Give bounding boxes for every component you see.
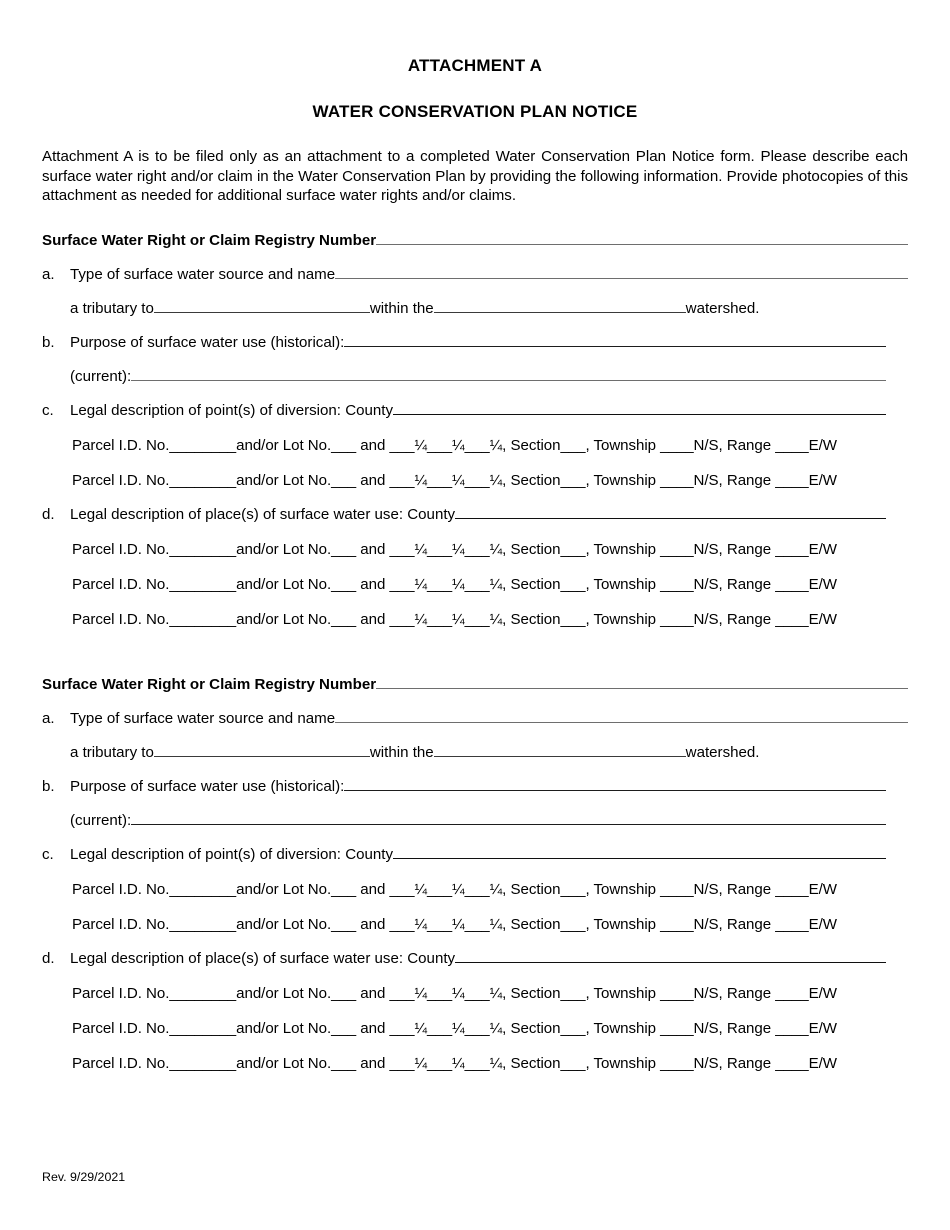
place-of-use-county-input[interactable] bbox=[455, 962, 886, 963]
purpose-historical-input[interactable] bbox=[344, 346, 886, 347]
source-and-name-input[interactable] bbox=[335, 722, 908, 723]
registry-number-label: Surface Water Right or Claim Registry Number bbox=[42, 231, 377, 249]
purpose-historical-input[interactable] bbox=[344, 790, 886, 791]
item-d-2 bbox=[42, 950, 908, 967]
registry-number-input[interactable] bbox=[376, 244, 908, 245]
diversion-county-input[interactable] bbox=[393, 858, 886, 859]
parcel-line[interactable]: Parcel I.D. No.________and/or Lot No.___ and ___¼___¼___¼, Section___, Township ____N/S, Range ____E/W bbox=[72, 1054, 837, 1072]
diversion-county-input[interactable] bbox=[393, 414, 886, 415]
tributary-row-1 bbox=[70, 300, 908, 317]
purpose-current-label: (current): bbox=[70, 811, 132, 829]
tributary-to-label: a tributary to bbox=[70, 299, 154, 317]
within-the-label: within the bbox=[369, 299, 434, 317]
source-and-name-label: Type of surface water source and name bbox=[70, 265, 336, 283]
parcel-line[interactable]: Parcel I.D. No.________and/or Lot No.___ and ___¼___¼___¼, Section___, Township ____N/S, Range ____E/W bbox=[72, 540, 837, 558]
tributary-row-2 bbox=[70, 744, 908, 761]
item-c-2 bbox=[42, 846, 908, 863]
tributary-to-input[interactable] bbox=[154, 312, 370, 313]
parcel-line[interactable]: Parcel I.D. No.________and/or Lot No.___ and ___¼___¼___¼, Section___, Township ____N/S, Range ____E/W bbox=[72, 436, 837, 454]
registry-number-row-1 bbox=[42, 232, 908, 249]
place-of-use-county-label: Legal description of place(s) of surface water use: County bbox=[70, 949, 456, 967]
tributary-to-input[interactable] bbox=[154, 756, 370, 757]
watershed-input[interactable] bbox=[434, 312, 686, 313]
purpose-historical-label: Purpose of surface water use (historical): bbox=[70, 777, 345, 795]
parcel-line[interactable]: Parcel I.D. No.________and/or Lot No.___ and ___¼___¼___¼, Section___, Township ____N/S, Range ____E/W bbox=[72, 471, 837, 489]
water-right-block-1 bbox=[42, 232, 908, 628]
revision-footer: Rev. 9/29/2021 bbox=[42, 1170, 126, 1184]
parcel-line[interactable]: Parcel I.D. No.________and/or Lot No.___ and ___¼___¼___¼, Section___, Township ____N/S, Range ____E/W bbox=[72, 880, 837, 898]
item-c-1 bbox=[42, 402, 908, 419]
source-and-name-label: Type of surface water source and name bbox=[70, 709, 336, 727]
document-content bbox=[42, 0, 908, 1072]
item-marker-c: c. bbox=[42, 401, 54, 419]
item-b-2 bbox=[42, 778, 908, 795]
item-marker-a: a. bbox=[42, 265, 55, 283]
parcel-line[interactable]: Parcel I.D. No.________and/or Lot No.___ and ___¼___¼___¼, Section___, Township ____N/S, Range ____E/W bbox=[72, 610, 837, 628]
item-d-1 bbox=[42, 506, 908, 523]
item-marker-b: b. bbox=[42, 777, 55, 795]
registry-number-input[interactable] bbox=[376, 688, 908, 689]
diversion-county-label: Legal description of point(s) of diversion: County bbox=[70, 401, 394, 419]
purpose-current-label: (current): bbox=[70, 367, 132, 385]
page-title: ATTACHMENT A bbox=[407, 56, 543, 75]
purpose-current-row-1 bbox=[70, 368, 908, 385]
purpose-current-input[interactable] bbox=[131, 380, 886, 381]
place-of-use-county-input[interactable] bbox=[455, 518, 886, 519]
item-a-2 bbox=[42, 710, 908, 727]
parcel-line[interactable]: Parcel I.D. No.________and/or Lot No.___ and ___¼___¼___¼, Section___, Township ____N/S, Range ____E/W bbox=[72, 1019, 837, 1037]
purpose-current-input[interactable] bbox=[131, 824, 886, 825]
place-of-use-county-label: Legal description of place(s) of surface water use: County bbox=[70, 505, 456, 523]
diversion-county-label: Legal description of point(s) of diversion: County bbox=[70, 845, 394, 863]
item-a-1 bbox=[42, 266, 908, 283]
item-marker-d: d. bbox=[42, 505, 55, 523]
parcel-line[interactable]: Parcel I.D. No.________and/or Lot No.___ and ___¼___¼___¼, Section___, Township ____N/S, Range ____E/W bbox=[72, 575, 837, 593]
watershed-label: watershed. bbox=[685, 743, 760, 761]
parcel-line[interactable]: Parcel I.D. No.________and/or Lot No.___ and ___¼___¼___¼, Section___, Township ____N/S, Range ____E/W bbox=[72, 915, 837, 933]
purpose-current-row-2 bbox=[70, 812, 908, 829]
purpose-historical-label: Purpose of surface water use (historical): bbox=[70, 333, 345, 351]
item-b-1 bbox=[42, 334, 908, 351]
watershed-label: watershed. bbox=[685, 299, 760, 317]
water-right-block-2 bbox=[42, 676, 908, 1072]
parcel-line[interactable]: Parcel I.D. No.________and/or Lot No.___ and ___¼___¼___¼, Section___, Township ____N/S, Range ____E/W bbox=[72, 984, 837, 1002]
page-subtitle: WATER CONSERVATION PLAN NOTICE bbox=[312, 102, 638, 121]
item-marker-d: d. bbox=[42, 949, 55, 967]
within-the-label: within the bbox=[369, 743, 434, 761]
tributary-to-label: a tributary to bbox=[70, 743, 154, 761]
item-marker-c: c. bbox=[42, 845, 54, 863]
watershed-input[interactable] bbox=[434, 756, 686, 757]
item-marker-b: b. bbox=[42, 333, 55, 351]
item-marker-a: a. bbox=[42, 709, 55, 727]
registry-number-row-2 bbox=[42, 676, 908, 693]
registry-number-label: Surface Water Right or Claim Registry Number bbox=[42, 675, 377, 693]
block-separator bbox=[42, 628, 908, 650]
intro-paragraph: Attachment A is to be filed only as an attachment to a completed Water Conservation Plan Notice form. Please describe each surface water right and/or claim in the Water Conservation Plan by providing the following information. Provide photocopies of this attachment as needed for additional surface water rights and/or claims. bbox=[42, 148, 908, 204]
source-and-name-input[interactable] bbox=[335, 278, 908, 279]
